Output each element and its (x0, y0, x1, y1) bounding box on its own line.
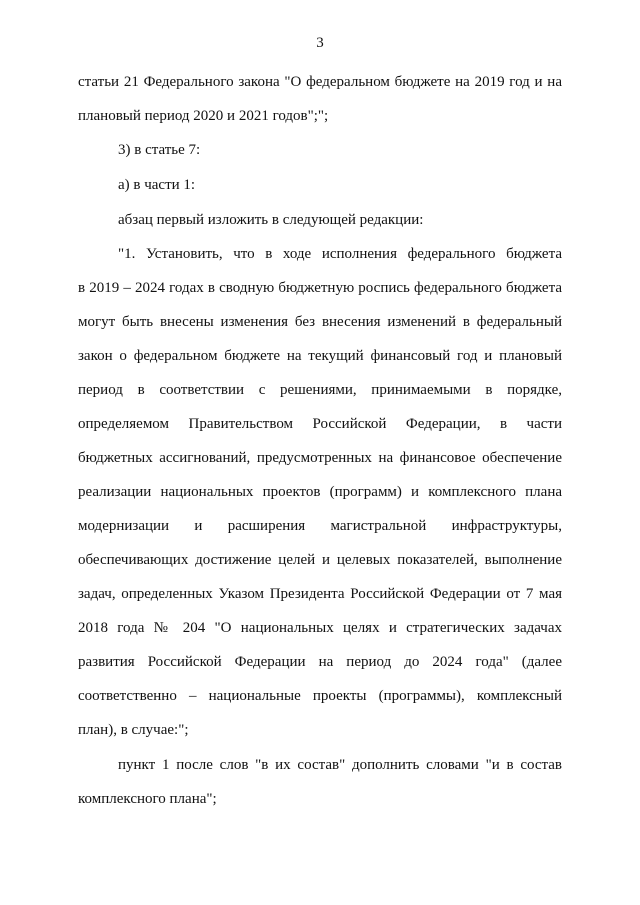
text-line: план), в случае:"; (78, 722, 189, 738)
text-line: плановый период 2020 и 2021 годов";"; (78, 108, 329, 124)
text-line: соответственно – национальные проекты (программы), комплексный (78, 688, 562, 704)
text-line: 2018 года № 204 "О национальных целях и стратегических задачах (78, 620, 562, 636)
text-line: в 2019 – 2024 годах в сводную бюджетную роспись федерального бюджета (78, 280, 562, 296)
page-number: 3 (316, 35, 324, 51)
text-line: развития Российской Федерации на период до 2024 года" (далее (78, 654, 562, 670)
text-line: абзац первый изложить в следующей редакции: (118, 212, 424, 228)
text-line: закон о федеральном бюджете на текущий финансовый год и плановый (78, 348, 562, 364)
text-line: период в соответствии с решениями, принимаемыми в порядке, (78, 382, 562, 398)
text-line: бюджетных ассигнований, предусмотренных на финансовое обеспечение (78, 450, 562, 466)
text-line: 3) в статье 7: (118, 142, 201, 158)
text-line: комплексного плана"; (78, 791, 217, 807)
text-line: могут быть внесены изменения без внесения изменений в федеральный (78, 314, 562, 330)
text-line: а) в части 1: (118, 177, 196, 193)
text-line: модернизации и расширения магистральной инфраструктуры, (78, 518, 562, 534)
text-line: "1. Установить, что в ходе исполнения федерального бюджета (118, 246, 562, 262)
text-line: задач, определенных Указом Президента Российской Федерации от 7 мая (78, 586, 562, 602)
text-line: статьи 21 Федерального закона "О федеральном бюджете на 2019 год и на (78, 74, 562, 90)
text-line: обеспечивающих достижение целей и целевых показателей, выполнение (78, 552, 562, 568)
text-line: пункт 1 после слов "в их состав" дополнить словами "и в состав (118, 757, 562, 773)
text-line: определяемом Правительством Российской Федерации, в части (78, 416, 562, 432)
text-line: реализации национальных проектов (программ) и комплексного плана (78, 484, 562, 500)
